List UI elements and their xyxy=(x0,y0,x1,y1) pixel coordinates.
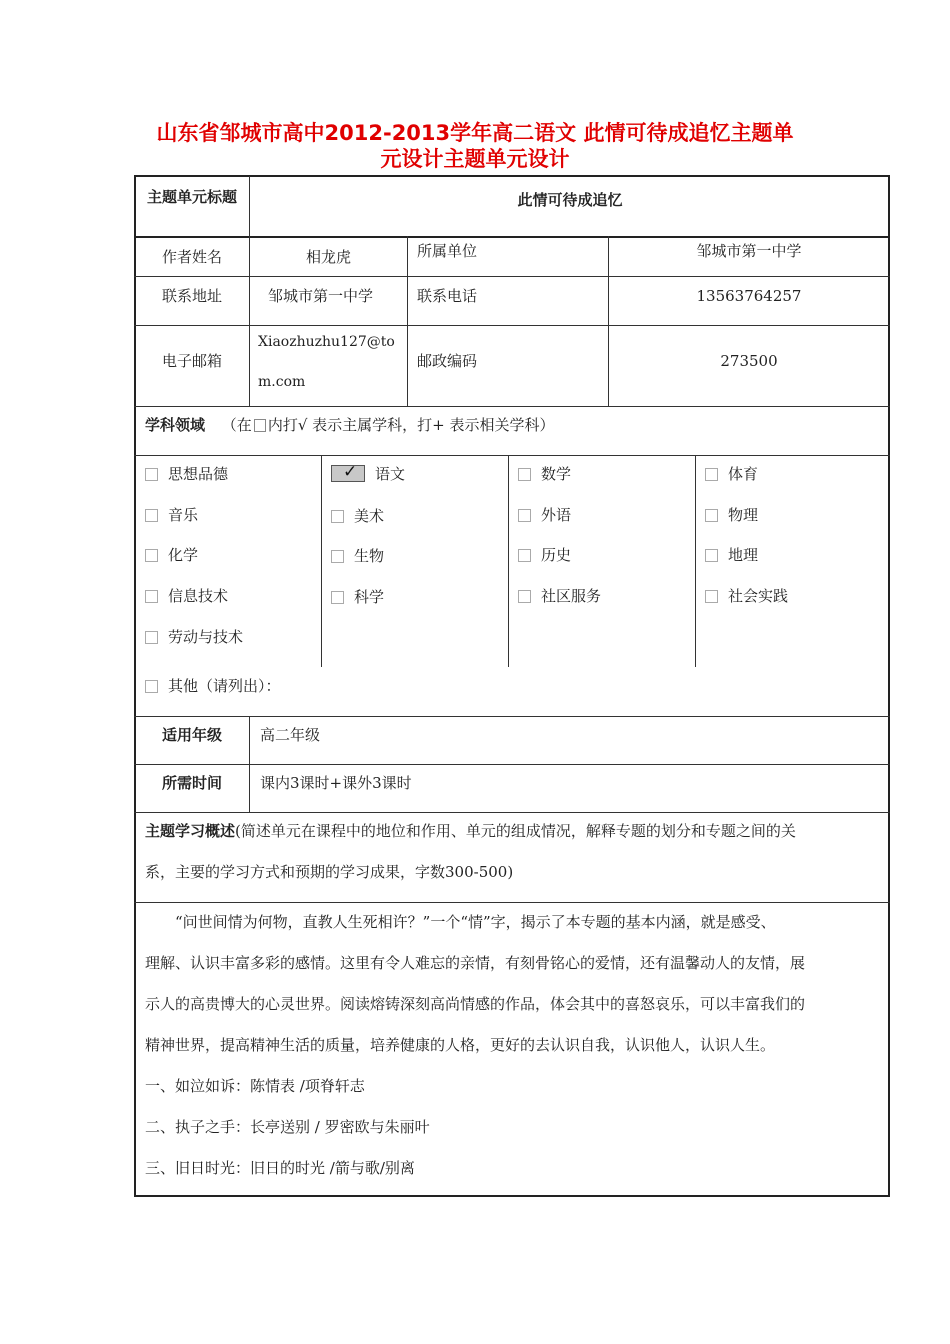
subject-label: 社区服务 xyxy=(541,587,602,605)
subject-label: 科学 xyxy=(354,588,385,606)
document-title xyxy=(100,120,850,172)
checkbox-icon[interactable] xyxy=(518,590,531,603)
row-divider xyxy=(134,716,890,717)
subject-label: 音乐 xyxy=(168,506,199,524)
phone-value: 13563764257 xyxy=(696,287,802,305)
row-divider xyxy=(134,406,890,407)
col-divider xyxy=(249,716,250,812)
time-value: 课内3课时+课外3课时 xyxy=(260,774,412,792)
subject-label: 物理 xyxy=(728,506,759,524)
col-divider xyxy=(321,456,322,667)
col-divider xyxy=(608,236,609,406)
overview-desc-1: (简述单元在课程中的地位和作用、单元的组成情况，解释专题的划分和专题之间的关 xyxy=(235,822,796,840)
body-line: 示人的高贵博大的心灵世界。阅读熔铸深刻高尚情感的作品，体会其中的喜怒哀乐，可以丰富我们的 xyxy=(145,995,806,1013)
subject-item[interactable] xyxy=(145,627,243,647)
checkmark-checkbox-icon[interactable] xyxy=(331,465,365,482)
checkbox-icon[interactable] xyxy=(331,550,344,563)
checkbox-icon[interactable] xyxy=(705,549,718,562)
author-name-label: 作者姓名 xyxy=(161,248,222,266)
subject-item-other[interactable] xyxy=(145,676,281,696)
overview-body xyxy=(145,902,885,1189)
unit-title-value: 此情可待成追忆 xyxy=(517,191,623,209)
subject-label: 体育 xyxy=(728,465,759,483)
subject-item[interactable] xyxy=(705,505,758,525)
body-line: 三、旧日时光：旧日的时光 /箭与歌/别离 xyxy=(145,1159,415,1177)
subject-label: 外语 xyxy=(541,506,572,524)
overview-desc-2: 系，主要的学习方式和预期的学习成果，字数300-500) xyxy=(145,863,514,881)
subject-item[interactable] xyxy=(518,464,571,484)
address-label: 联系地址 xyxy=(161,287,222,305)
subject-label: 生物 xyxy=(354,547,385,565)
checkbox-icon[interactable] xyxy=(518,509,531,522)
subject-item[interactable] xyxy=(145,464,228,484)
overview-label: 主题学习概述 xyxy=(145,822,236,840)
subject-area-label: 学科领域 xyxy=(145,416,206,434)
subject-label: 信息技术 xyxy=(168,587,229,605)
grade-value: 高二年级 xyxy=(260,726,321,744)
checkbox-icon[interactable] xyxy=(705,468,718,481)
col-divider xyxy=(249,176,250,406)
col-divider xyxy=(508,456,509,667)
checkbox-icon[interactable] xyxy=(331,591,344,604)
subject-label: 数学 xyxy=(541,465,572,483)
address-value: 邹城市第一中学 xyxy=(268,287,374,305)
subject-item[interactable] xyxy=(705,545,758,565)
zip-label: 邮政编码 xyxy=(417,352,478,370)
subject-item[interactable] xyxy=(145,586,228,606)
email-value-line-2: m.com xyxy=(258,374,306,390)
subject-label: 社会实践 xyxy=(728,587,789,605)
checkbox-icon[interactable] xyxy=(145,590,158,603)
body-line: 理解、认识丰富多彩的感情。这里有令人难忘的亲情，有刻骨铭心的爱情，还有温馨动人的友情，展 xyxy=(145,954,806,972)
email-label: 电子邮箱 xyxy=(161,352,222,370)
title-line-2: 元设计主题单元设计 xyxy=(380,147,570,171)
subject-item[interactable] xyxy=(145,545,198,565)
body-line: 一、如泣如诉：陈情表 /项脊轩志 xyxy=(145,1077,365,1095)
time-label: 所需时间 xyxy=(161,774,222,792)
checkbox-sample-icon xyxy=(254,419,266,432)
subject-label: 思想品德 xyxy=(168,465,229,483)
row-divider xyxy=(134,236,890,238)
grade-label: 适用年级 xyxy=(161,726,222,744)
subject-label: 地理 xyxy=(728,546,759,564)
checkbox-icon[interactable] xyxy=(145,680,158,693)
subject-item[interactable] xyxy=(331,506,384,526)
subject-area-note-suffix: 内打√ 表示主属学科，打+ 表示相关学科） xyxy=(267,416,555,434)
checkbox-icon[interactable] xyxy=(518,549,531,562)
subject-label: 化学 xyxy=(168,546,199,564)
subject-item[interactable] xyxy=(145,505,198,525)
row-divider xyxy=(134,325,890,326)
subject-item[interactable] xyxy=(518,505,571,525)
subject-label: 历史 xyxy=(541,546,572,564)
unit-title-label: 主题单元标题 xyxy=(146,188,237,206)
subject-item[interactable] xyxy=(705,586,788,606)
title-line-1: 山东省邹城市高中2012-2013学年高二语文 此情可待成追忆主题单 xyxy=(156,121,794,145)
checkbox-icon[interactable] xyxy=(331,510,344,523)
subject-item[interactable] xyxy=(331,587,384,607)
checkbox-icon[interactable] xyxy=(705,509,718,522)
email-value-line-1: Xiaozhuzhu127@to xyxy=(258,334,395,350)
subject-label: 其他（请列出）： xyxy=(168,677,281,695)
subject-label: 美术 xyxy=(354,507,385,525)
subject-item[interactable] xyxy=(518,545,571,565)
subject-item[interactable] xyxy=(518,586,601,606)
subject-area-header xyxy=(145,415,554,435)
subject-label: 语文 xyxy=(375,465,406,483)
col-divider xyxy=(695,456,696,667)
row-divider xyxy=(134,276,890,277)
col-divider xyxy=(407,236,408,406)
subject-item[interactable] xyxy=(331,546,384,566)
author-name-value: 相龙虎 xyxy=(305,248,351,266)
body-line: 精神世界，提高精神生活的质量，培养健康的人格，更好的去认识自我，认识他人，认识人生。 xyxy=(145,1036,776,1054)
checkbox-icon[interactable] xyxy=(145,549,158,562)
checkbox-icon[interactable] xyxy=(145,509,158,522)
row-divider xyxy=(134,764,890,765)
subject-item[interactable] xyxy=(331,464,405,484)
body-line: 二、执子之手：长亭送别 / 罗密欧与朱丽叶 xyxy=(145,1118,430,1136)
checkbox-icon[interactable] xyxy=(518,468,531,481)
org-value: 邹城市第一中学 xyxy=(696,242,802,260)
row-divider xyxy=(134,812,890,813)
overview-line-1 xyxy=(145,821,796,841)
row-divider xyxy=(134,455,890,456)
body-line: “问世间情为何物，直教人生死相许？”一个“情”字，揭示了本专题的基本内涵，就是感受、 xyxy=(175,913,776,931)
checkbox-icon[interactable] xyxy=(145,468,158,481)
checkbox-icon[interactable] xyxy=(145,631,158,644)
checkbox-icon[interactable] xyxy=(705,590,718,603)
subject-item[interactable] xyxy=(705,464,758,484)
subject-area-note-prefix: （在 xyxy=(221,416,252,434)
zip-value: 273500 xyxy=(720,352,778,370)
subject-label: 劳动与技术 xyxy=(168,628,244,646)
org-label: 所属单位 xyxy=(417,242,478,260)
phone-label: 联系电话 xyxy=(417,287,478,305)
